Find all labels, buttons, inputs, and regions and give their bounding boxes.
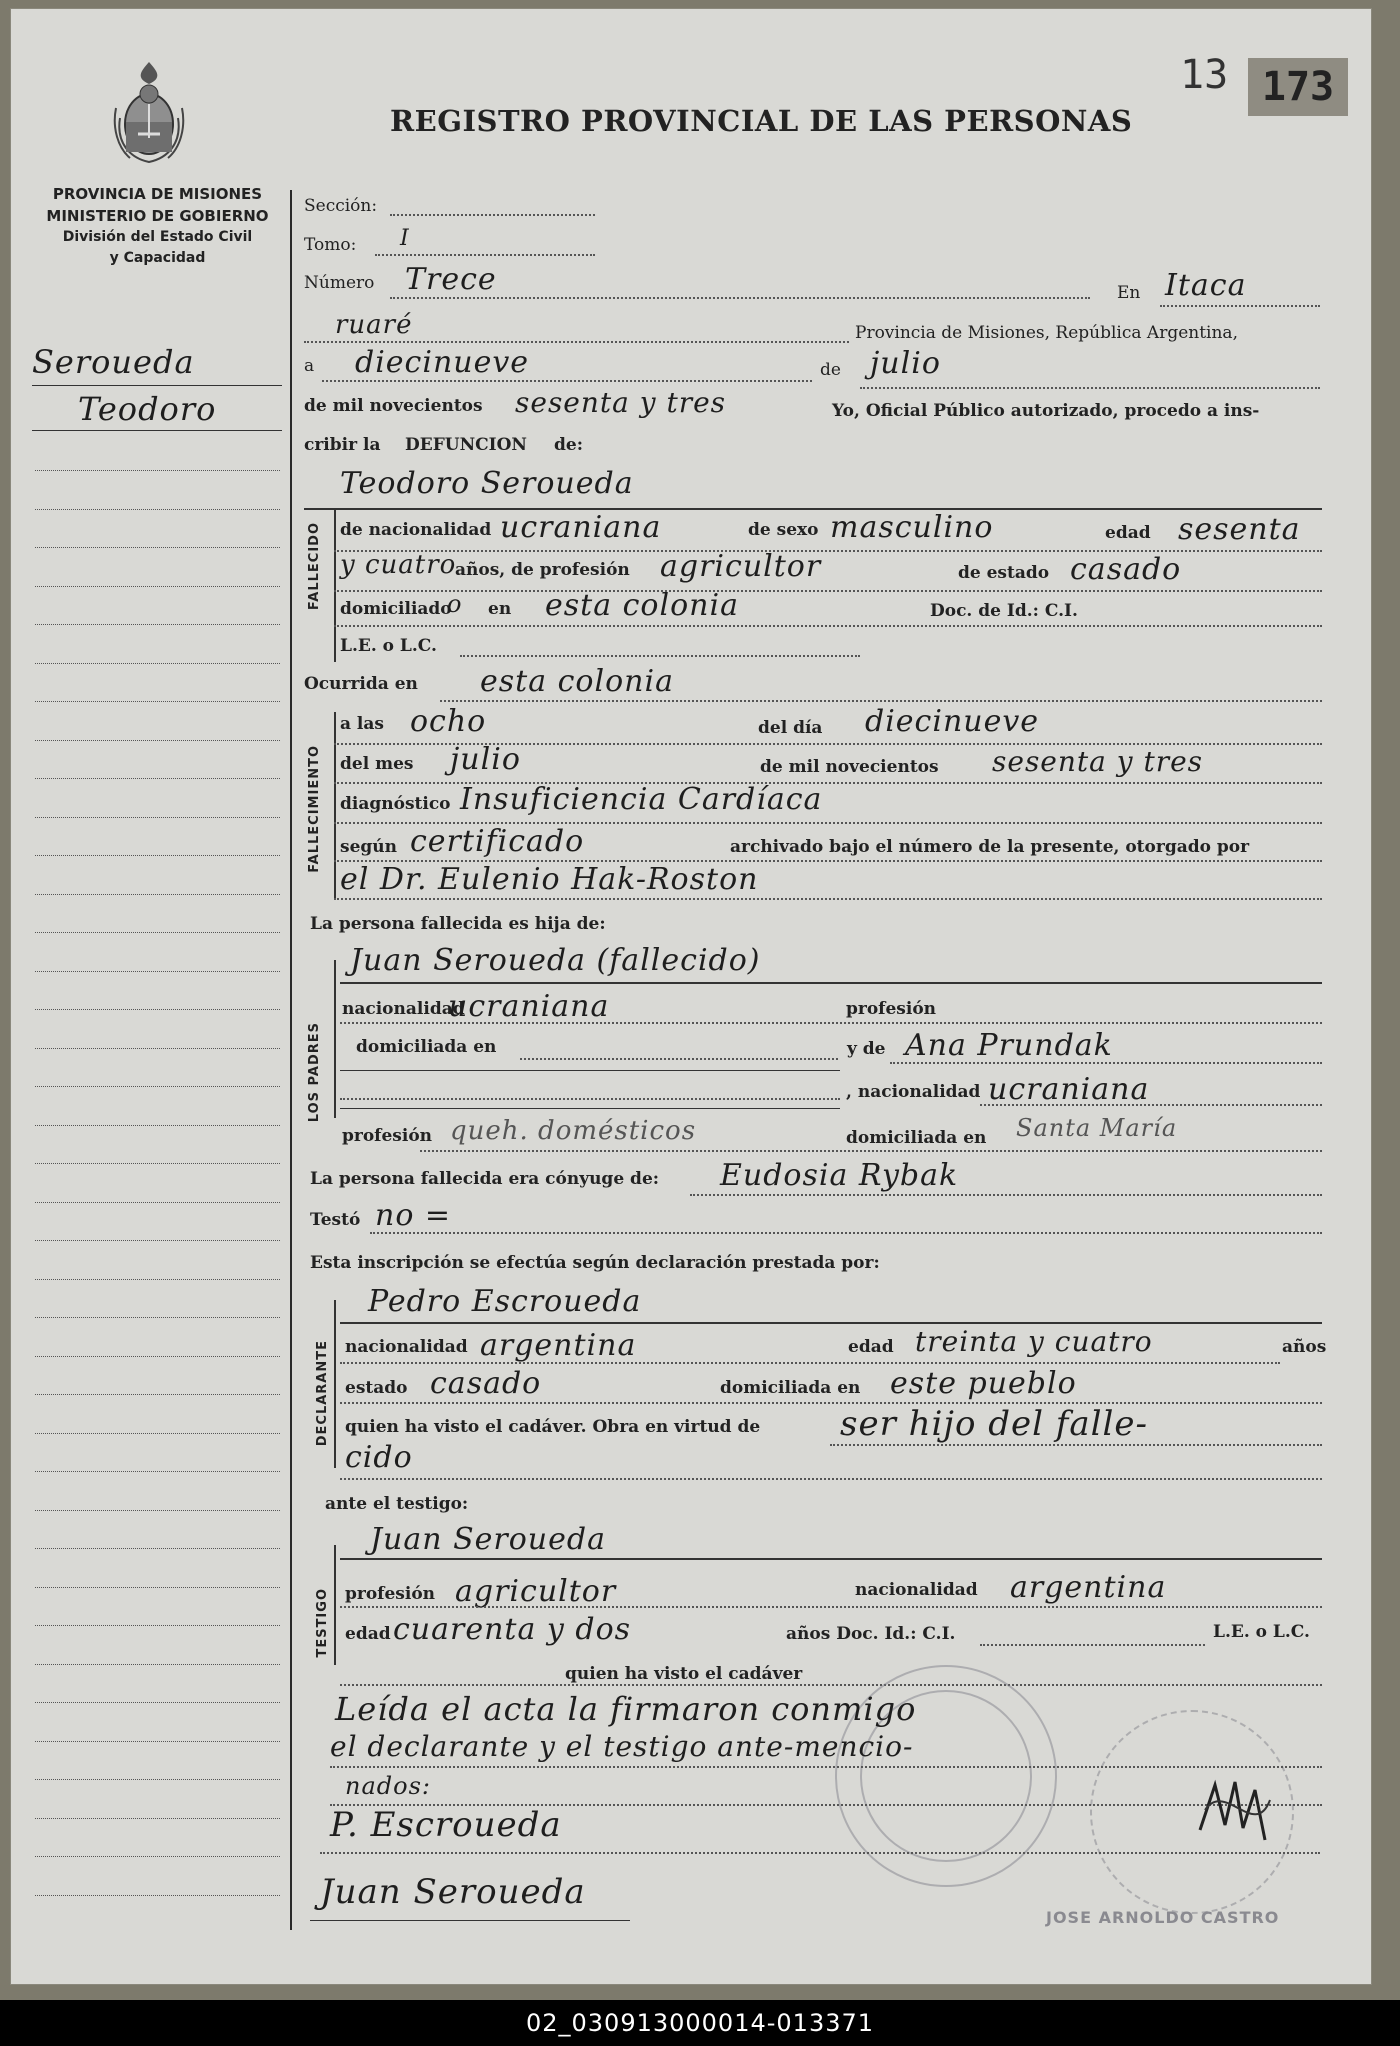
a-label: a <box>304 356 315 376</box>
dia-value: diecinueve <box>865 704 1040 739</box>
testigo-side-rule <box>334 1545 336 1665</box>
tomo-line <box>375 254 595 256</box>
de-label: de <box>820 360 841 380</box>
declarante-edad-label: edad <box>848 1337 894 1357</box>
fallecido-sexo-label: de sexo <box>748 520 819 540</box>
margin-ruled-line <box>35 1664 280 1665</box>
madre-nacionalidad-label: , nacionalidad <box>846 1082 981 1102</box>
margin-ruled-line <box>35 894 280 895</box>
declarante-side-label: DECLARANTE <box>315 1340 330 1447</box>
padres-top-rule <box>340 982 1322 984</box>
conyuge-value: Eudosia Rybak <box>720 1158 959 1193</box>
testigo-visto-label: quien ha visto el cadáver <box>565 1664 803 1684</box>
testigo-line-1 <box>340 1606 1322 1608</box>
margin-ruled-line <box>35 547 280 548</box>
day-line <box>322 380 812 382</box>
closing-line-3: nados: <box>345 1772 431 1800</box>
margin-ruled-line <box>35 1279 280 1280</box>
seccion-line <box>390 214 595 216</box>
fallecimiento-side-rule <box>334 712 336 900</box>
testigo-line-2 <box>340 1684 1322 1686</box>
fallecido-profesion-value: agricultor <box>660 549 822 584</box>
issuer-province: PROVINCIA DE MISIONES <box>52 185 263 203</box>
madre-line <box>890 1062 1322 1064</box>
place-value-1: Itaca <box>1165 268 1247 303</box>
medico-value: el Dr. Eulenio Hak-Roston <box>340 862 759 897</box>
margin-given-name: Teodoro <box>78 390 217 428</box>
madre-profesion-label: profesión <box>342 1126 433 1146</box>
closing-line-rule-1 <box>330 1766 1322 1768</box>
fallecido-domiciliado-label: domiciliado <box>340 599 452 619</box>
tomo-value: I <box>400 226 410 251</box>
declarante-side-rule <box>334 1300 336 1468</box>
margin-ruled-line <box>35 1317 280 1318</box>
margin-ruled-line <box>35 1625 280 1626</box>
margin-ruled-line <box>35 1548 280 1549</box>
del-mes-label: del mes <box>340 754 414 774</box>
testigo-profesion-label: profesión <box>345 1584 436 1604</box>
fallecido-profesion-label: años, de profesión <box>455 560 630 580</box>
declarante-top-rule <box>340 1322 1322 1324</box>
declarante-name: Pedro Escroueda <box>368 1284 642 1319</box>
fallecido-top-rule <box>304 508 1322 510</box>
ocurrida-value: esta colonia <box>480 664 674 699</box>
padre-value: Juan Seroueda (fallecido) <box>350 943 761 978</box>
fallecimiento-line-5 <box>334 898 1322 900</box>
fallecido-le-lc-label: L.E. o L.C. <box>340 636 437 656</box>
madre-profesion-value: queh. domésticos <box>450 1116 697 1146</box>
fallecido-estado-value: casado <box>1070 552 1182 587</box>
testigo-nacionalidad-label: nacionalidad <box>855 1580 978 1600</box>
fallecido-doc-label: Doc. de Id.: C.I. <box>930 601 1078 621</box>
tomo-label: Tomo: <box>304 235 357 255</box>
margin-ruled-line <box>35 1356 280 1357</box>
seccion-label: Sección: <box>304 196 378 216</box>
place-line-2 <box>304 341 849 343</box>
margin-ruled-line <box>35 1702 280 1703</box>
fallecido-edad-label: edad <box>1105 523 1151 543</box>
margin-ruled-line <box>35 1086 280 1087</box>
declarante-line-3 <box>830 1444 1322 1446</box>
padre-nacionalidad-label: nacionalidad <box>342 999 465 1019</box>
defuncion-de: de: <box>554 435 583 455</box>
margin-ruled-line <box>35 470 280 471</box>
madre-nacionalidad-value: ucraniana <box>988 1072 1150 1107</box>
declarante-estado-label: estado <box>345 1378 408 1398</box>
fallecido-domiciliado-suffix: o <box>447 590 463 618</box>
declarante-domiciliada-label: domiciliada en <box>720 1378 861 1398</box>
padre-profesion-label: profesión <box>846 999 937 1019</box>
y-de-label: y de <box>847 1039 886 1059</box>
fallecido-line-3 <box>334 625 1322 627</box>
fallecido-estado-label: de estado <box>958 563 1050 583</box>
margin-ruled-line <box>35 1433 280 1434</box>
margin-ruled-line <box>35 932 280 933</box>
testigo-side-label: TESTIGO <box>315 1588 330 1658</box>
declarante-line-2 <box>340 1402 1322 1404</box>
margin-ruled-line <box>35 1818 280 1819</box>
de-mil-label: de mil novecientos <box>760 757 939 777</box>
segun-label: según <box>340 837 397 857</box>
fallecido-en-label: en <box>488 599 512 619</box>
issuer-division: División del Estado Civil <box>62 229 253 245</box>
margin-ruled-line <box>35 1779 280 1780</box>
margin-ruled-line <box>35 1240 280 1241</box>
signature-declarante: P. Escroueda <box>330 1805 562 1845</box>
diagnostico-label: diagnóstico <box>340 794 451 814</box>
footer-id: 02_030913000014-013371 <box>0 2000 1400 2046</box>
testo-label: Testó <box>310 1210 361 1230</box>
del-dia-label: del día <box>758 718 823 738</box>
padres-side-rule <box>334 960 336 1118</box>
testigo-edad-label: edad <box>345 1624 391 1644</box>
signature-rule-1 <box>320 1852 1320 1854</box>
fallecido-sexo-value: masculino <box>830 510 994 545</box>
declarante-edad-value: treinta y cuatro <box>915 1325 1153 1358</box>
testigo-profesion-value: agricultor <box>455 1574 617 1609</box>
testigo-top-rule <box>340 1558 1322 1560</box>
declarante-estado-value: casado <box>430 1366 542 1401</box>
signature-rule-2 <box>310 1920 630 1921</box>
officer-text-2: cribir la <box>304 435 381 455</box>
coat-of-arms-icon <box>110 58 188 168</box>
margin-rule <box>32 385 282 386</box>
margin-ruled-line <box>35 855 280 856</box>
folio-number: 13 <box>1180 52 1229 98</box>
declarante-virtud-value-1: ser hijo del falle- <box>840 1404 1148 1444</box>
year-label: de mil novecientos <box>304 396 483 416</box>
margin-ruled-line <box>35 1125 280 1126</box>
month-line <box>860 387 1320 389</box>
declarante-nacionalidad-value: argentina <box>480 1328 637 1363</box>
padres-line-2 <box>340 1098 840 1100</box>
province-label: Provincia de Misiones, República Argentina, <box>855 323 1238 343</box>
conyuge-line <box>690 1194 1322 1196</box>
margin-ruled-line <box>35 1741 280 1742</box>
margin-ruled-line <box>35 1510 280 1511</box>
place-value-2: ruaré <box>335 310 413 340</box>
margin-ruled-line <box>35 509 280 510</box>
padres-line-1 <box>340 1022 1322 1024</box>
margin-ruled-line <box>35 817 280 818</box>
declarante-domicilio-value: este pueblo <box>890 1366 1077 1401</box>
testigo-nacionalidad-value: argentina <box>1010 1570 1167 1605</box>
testigo-name: Juan Seroueda <box>370 1522 606 1557</box>
numero-line <box>390 297 1090 299</box>
testigo-edad-value: cuarenta y dos <box>393 1612 632 1647</box>
anio-value: sesenta y tres <box>992 745 1204 778</box>
folio-stamp: 173 <box>1248 58 1348 116</box>
declarante-anos-label: años <box>1282 1337 1327 1357</box>
padres-low-rule <box>340 1108 840 1109</box>
margin-ruled-line <box>35 1163 280 1164</box>
padre-domiciliada-label: domiciliada en <box>356 1037 497 1057</box>
madre-value: Ana Prundak <box>905 1028 1113 1063</box>
issuer-block <box>30 183 285 269</box>
declarante-virtud-value-2: cido <box>345 1440 413 1475</box>
declarante-nacionalidad-label: nacionalidad <box>345 1337 468 1357</box>
padres-line-3 <box>420 1150 1322 1152</box>
declarante-visto-label: quien ha visto el cadáver. Obra en virtud de <box>345 1417 761 1437</box>
fallecido-line-2 <box>334 590 1322 592</box>
testo-line <box>370 1232 1322 1234</box>
declarante-intro: Esta inscripción se efectúa según declaración prestada por: <box>310 1253 880 1273</box>
padres-intro: La persona fallecida es hija de: <box>310 914 606 934</box>
fallecimiento-side-label: FALLECIMIENTO <box>307 745 322 873</box>
margin-ruled-line <box>35 1587 280 1588</box>
ocurrida-label: Ocurrida en <box>304 674 418 694</box>
mes-value: julio <box>450 742 521 777</box>
official-signature-icon <box>1195 1770 1275 1850</box>
diagnostico-value: Insuficiencia Cardíaca <box>460 782 823 817</box>
testigo-intro: ante el testigo: <box>325 1494 469 1514</box>
madre-nacionalidad-line <box>980 1104 1322 1106</box>
segun-value: certificado <box>410 824 585 859</box>
margin-ruled-line <box>35 1048 280 1049</box>
padre-domicilio-line <box>520 1058 838 1060</box>
fallecido-nacionalidad-value: ucraniana <box>500 510 662 545</box>
margin-ruled-line <box>35 663 280 664</box>
margin-ruled-line <box>35 1895 280 1896</box>
testigo-doc-line <box>980 1644 1205 1646</box>
margin-surname: Seroueda <box>32 343 195 381</box>
en-label: En <box>1117 283 1141 303</box>
fallecido-name: Teodoro Seroueda <box>340 466 634 501</box>
padres-side-label: LOS PADRES <box>307 1022 322 1123</box>
page-title: REGISTRO PROVINCIAL DE LAS PERSONAS <box>390 104 1133 138</box>
margin-ruled-line <box>35 1856 280 1857</box>
fallecido-side-label: FALLECIDO <box>307 522 322 611</box>
margin-ruled-line <box>35 1471 280 1472</box>
margin-rule <box>32 430 282 431</box>
place-line-1 <box>1160 305 1320 307</box>
numero-label: Número <box>304 273 375 293</box>
archivado-label: archivado bajo el número de la presente, otorgado por <box>730 837 1250 857</box>
madre-domicilio-value: Santa María <box>1016 1114 1178 1142</box>
fallecido-side-rule <box>334 510 336 662</box>
defuncion-label: DEFUNCION <box>405 435 527 455</box>
numero-value: Trece <box>405 262 497 297</box>
fallecido-edad-value-2: y cuatro <box>340 550 457 580</box>
margin-ruled-line <box>35 740 280 741</box>
fallecido-domicilio-value: esta colonia <box>545 588 739 623</box>
margin-ruled-line <box>35 778 280 779</box>
closing-line-2: el declarante y el testigo ante-mencio- <box>330 1730 914 1763</box>
fallecido-edad-value-1: sesenta <box>1178 512 1301 547</box>
padre-nacionalidad-value: ucraniana <box>448 989 610 1024</box>
year-value: sesenta y tres <box>515 386 727 419</box>
ocurrida-line <box>440 700 1322 702</box>
margin-ruled-line <box>35 586 280 587</box>
padres-mid-rule <box>340 1070 840 1071</box>
margin-ruled-line <box>35 1202 280 1203</box>
margin-ruled-line <box>35 1009 280 1010</box>
margin-ruled-line <box>35 624 280 625</box>
margin-ruled-line <box>35 971 280 972</box>
officer-text-1: Yo, Oficial Público autorizado, procedo a ins- <box>832 401 1260 421</box>
closing-line-1: Leída el acta la firmaron conmigo <box>335 1690 917 1728</box>
conyuge-label: La persona fallecida era cónyuge de: <box>310 1169 660 1189</box>
day-value: diecinueve <box>355 345 530 380</box>
a-las-label: a las <box>340 714 384 734</box>
madre-domiciliada-label: domiciliada en <box>846 1128 987 1148</box>
signature-testigo: Juan Seroueda <box>320 1872 586 1912</box>
testigo-doc-label: años Doc. Id.: C.I. <box>786 1624 956 1644</box>
official-name-stamp: JOSE ARNOLDO CASTRO <box>1046 1908 1280 1927</box>
fallecido-line-4 <box>460 655 860 657</box>
month-value: julio <box>870 346 941 381</box>
declarante-line-4 <box>340 1478 1322 1480</box>
declarante-line-1 <box>340 1362 1280 1364</box>
testigo-le-lc-label: L.E. o L.C. <box>1213 1622 1310 1642</box>
issuer-ministry: MINISTERIO DE GOBIERNO <box>46 207 269 225</box>
hora-value: ocho <box>410 704 487 739</box>
margin-ruled-line <box>35 1394 280 1395</box>
margin-divider <box>290 190 292 1930</box>
issuer-capacity: y Capacidad <box>109 250 206 266</box>
margin-ruled-line <box>35 701 280 702</box>
testo-value: no = <box>375 1198 452 1233</box>
fallecido-nacionalidad-label: de nacionalidad <box>340 520 492 540</box>
